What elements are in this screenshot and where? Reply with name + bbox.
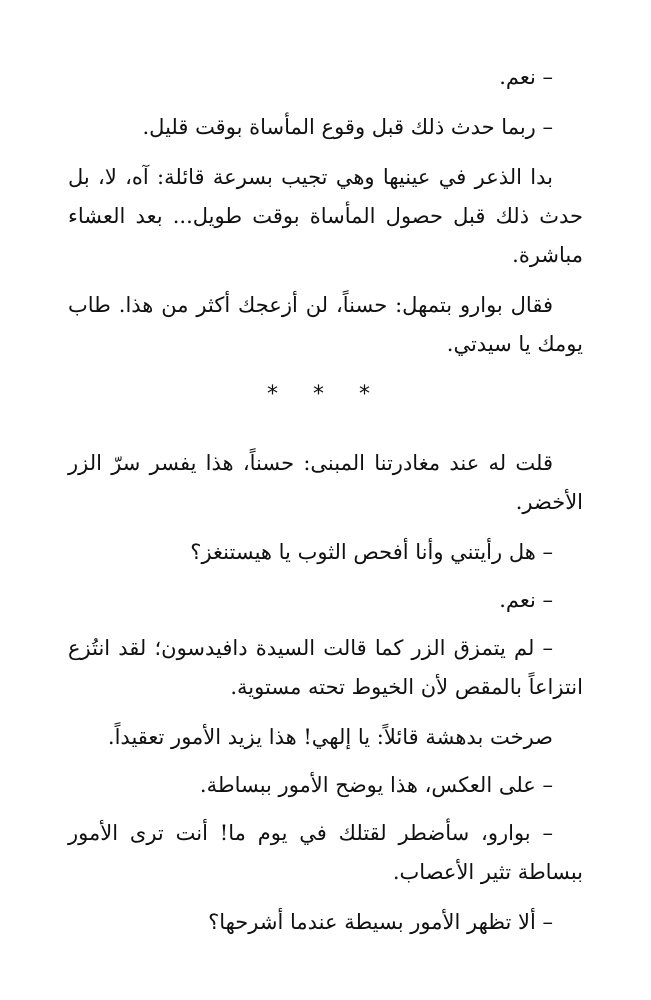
paragraph-9: صرخت بدهشة قائلاً: يا إلهي! هذا يزيد الأمور تعقيداً. [107, 725, 553, 749]
paragraph-8: – لم يتمزق الزر كما قالت السيدة دافيدسون؛ لقد انتُزع انتزاعاً بالمقص لأن الخيوط تحته مستوية. [68, 636, 583, 699]
paragraph-4: فقال بوارو بتمهل: حسناً، لن أزعجك أكثر من هذا. طاب يومك يا سيدتي. [68, 293, 583, 356]
paragraph-5: قلت له عند مغادرتنا المبنى: حسناً، هذا يفسر سرّ الزر الأخضر. [68, 451, 583, 514]
paragraph-12: – ألا تظهر الأمور بسيطة عندما أشرحها؟ [208, 910, 553, 934]
paragraph-11: – بوارو، سأضطر لقتلك في يوم ما! أنت ترى الأمور ببساطة تثير الأعصاب. [68, 821, 583, 884]
paragraph-7: – نعم. [499, 588, 553, 612]
book-page [68, 58, 583, 953]
paragraph-2: – ربما حدث ذلك قبل وقوع المأساة بوقت قليل. [142, 115, 553, 139]
paragraph-6: – هل رأيتني وأنا أفحص الثوب يا هيستنغز؟ [190, 540, 553, 564]
section-separator: * * * [267, 382, 384, 407]
paragraph-3: بدا الذعر في عينيها وهي تجيب بسرعة قائلة: آه، لا، بل حدث ذلك قبل حصول المأساة بوقت طويل... بعد العشاء مباشرة. [68, 165, 583, 267]
paragraph-1: – نعم. [499, 65, 553, 89]
paragraph-10: – على العكس، هذا يوضح الأمور ببساطة. [199, 773, 553, 797]
